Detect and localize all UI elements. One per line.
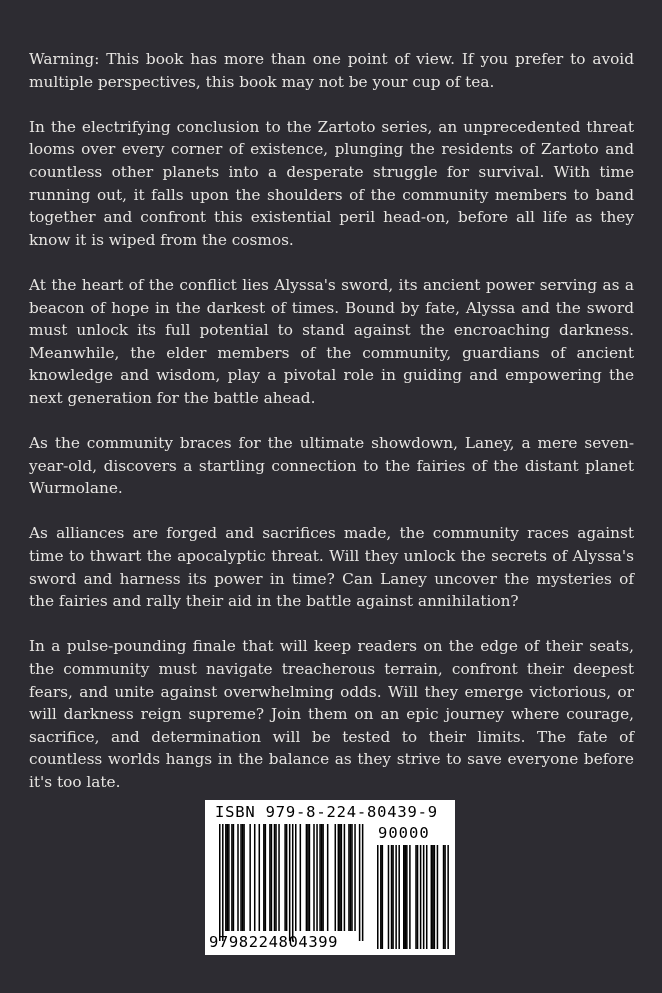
barcode-bar — [432, 845, 434, 949]
barcode-bar — [344, 824, 346, 931]
barcode-bar — [348, 824, 350, 931]
barcode-bar — [254, 824, 256, 931]
isbn-barcode — [205, 800, 455, 955]
barcode-bar — [300, 824, 302, 931]
barcode-bar — [415, 845, 417, 949]
barcode-bar — [327, 824, 329, 931]
barcode-bar — [307, 824, 309, 931]
barcode-bar — [284, 824, 286, 931]
barcode-bar — [249, 824, 251, 931]
addon-bars — [377, 845, 449, 949]
barcode-bar — [377, 845, 379, 949]
barcode-bar — [231, 824, 233, 931]
barcode-bar — [341, 824, 343, 931]
blurb-paragraph-laney: As the community braces for the ultimate showdown, Laney, a mere seven-year-old, discovers a startling connection to the fairies of the distant planet Wurmolane. — [29, 434, 634, 498]
barcode-bar — [403, 845, 405, 949]
barcode-bar — [319, 824, 321, 931]
blurb-paragraph-warning: Warning: This book has more than one point of view. If you prefer to avoid multiple perspectives, this book may not be your cup of tea. — [29, 50, 634, 91]
ean-bars — [219, 824, 363, 941]
ean-digits: 9798224804399 — [209, 933, 339, 951]
barcode-bar — [380, 845, 382, 949]
barcode-bar — [354, 824, 356, 931]
barcode-bar — [278, 824, 280, 931]
barcode-bar — [362, 824, 364, 941]
barcode-bar — [321, 824, 323, 931]
barcode-bar — [316, 824, 318, 931]
barcode-bar — [222, 824, 224, 941]
barcode-bar — [420, 845, 422, 949]
barcode-bar — [295, 824, 297, 931]
barcode-bar — [292, 824, 294, 941]
barcode-bar — [405, 845, 407, 949]
blurb-paragraph-intro: In the electrifying conclusion to the Zartoto series, an unprecedented threat looms over every corner of existence, plunging the residents of Zartoto and countless other planets into a desperate struggle for survival. With time running out, it falls upon the shoulders of the community members to band together and confront this existential peril head-on, before all life as they know it is wiped from the cosmos. — [29, 117, 634, 249]
barcode-bar — [237, 824, 239, 931]
isbn-label: ISBN 979-8-224-80439-9 — [215, 803, 438, 821]
barcode-bar — [289, 824, 291, 941]
blurb-paragraph-alliances: As alliances are forged and sacrifices made, the community races against time to thwart the apocalyptic threat. Will they unlock the secrets of Alyssa's sword and harness its power in time? Can Laney uncover the mysteries of the fairies and rally their aid in the battle against annihilation? — [29, 524, 634, 611]
barcode-bar — [242, 824, 244, 931]
barcode-bar — [228, 824, 230, 931]
barcode-bar — [350, 824, 352, 931]
barcode-bar — [434, 845, 436, 949]
barcode-bar — [391, 845, 393, 949]
barcode-bar — [359, 824, 361, 941]
barcode-bar — [313, 824, 315, 931]
barcode-bar — [443, 845, 445, 949]
barcode-bar — [426, 845, 428, 949]
barcode-bar — [339, 824, 341, 931]
barcode-bar — [240, 824, 242, 931]
barcode-bar — [263, 824, 265, 931]
barcode-bar — [388, 845, 390, 949]
barcode-bar — [271, 824, 273, 931]
barcode-bar — [409, 845, 411, 949]
barcode-bar — [306, 824, 308, 931]
barcode-bar — [233, 824, 235, 931]
back-cover-blurb — [29, 48, 634, 816]
barcode-bar — [269, 824, 271, 931]
barcode-bar — [437, 845, 439, 949]
blurb-paragraph-finale: In a pulse-pounding finale that will keep readers on the edge of their seats, the community must navigate treacherous terrain, confront their deepest fears, and unite against overwhelming odds. Will they emerge victorious, or will darkness reign supreme? Join them on an epic journey where courage, sacrifice, and determination will be tested to their limits. The fate of countless worlds hangs in the balance as they strive to save everyone before it's too late. — [29, 637, 634, 791]
barcode-bar — [219, 824, 221, 941]
barcode-bar — [447, 845, 449, 949]
barcode-bar — [423, 845, 425, 949]
barcode-bar — [335, 824, 337, 931]
barcode-bar — [225, 824, 227, 931]
barcode-bar — [243, 824, 245, 931]
barcode-bar — [286, 824, 288, 931]
barcode-bar — [431, 845, 433, 949]
barcode-bar — [322, 824, 324, 931]
barcode-bar — [392, 845, 394, 949]
barcode-bar — [398, 845, 400, 949]
barcode-bar — [338, 824, 340, 931]
barcode-bar — [444, 845, 446, 949]
barcode-bar — [275, 824, 277, 931]
addon-digits: 90000 — [378, 824, 430, 842]
barcode-bar — [309, 824, 311, 931]
barcode-bar — [351, 824, 353, 931]
blurb-paragraph-sword: At the heart of the conflict lies Alyssa's sword, its ancient power serving as a beacon of hope in the darkest of times. Bound by fate, Alyssa and the sword must unlock its full potential to stand against the encroaching darkness. Meanwhile, the elder members of the community, guardians of ancient knowledge and wisdom, play a pivotal role in guiding and empowering the next generation for the battle ahead. — [29, 275, 634, 407]
barcode-bar — [259, 824, 261, 931]
barcode-bar — [382, 845, 384, 949]
barcode-bar — [265, 824, 267, 931]
barcode-bar — [406, 845, 408, 949]
barcode-bar — [227, 824, 229, 931]
barcode-bar — [274, 824, 276, 931]
barcode-bar — [417, 845, 419, 949]
barcode-bar — [395, 845, 397, 949]
